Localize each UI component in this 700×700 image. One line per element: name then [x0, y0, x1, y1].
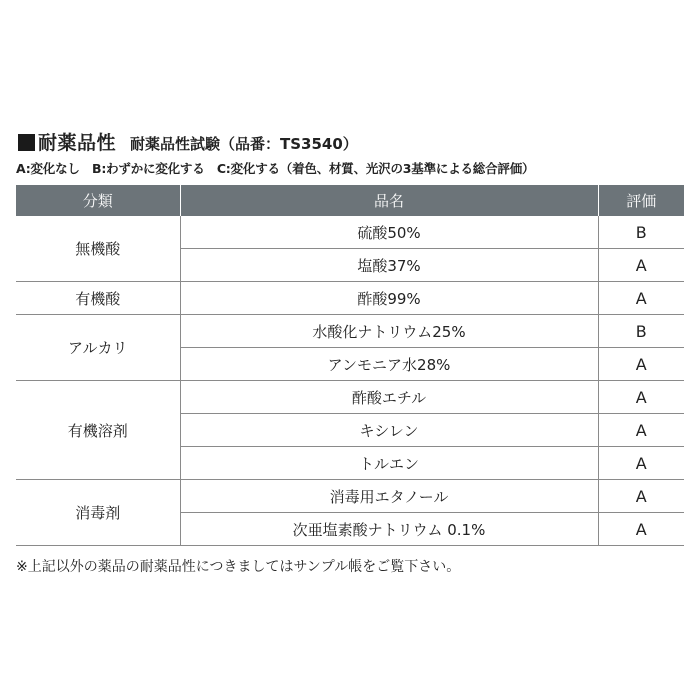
table-row: [16, 216, 684, 249]
product-name-cell: 消毒用エタノール: [180, 480, 598, 513]
rating-cell: A: [598, 348, 684, 381]
category-cell: アルカリ: [16, 315, 180, 381]
category-cell: 消毒剤: [16, 480, 180, 546]
header-category: 分類: [16, 185, 180, 216]
product-name-cell: 酢酸99%: [180, 282, 598, 315]
product-name-cell: アンモニア水28%: [180, 348, 598, 381]
page-title-row: [18, 128, 358, 155]
rating-cell: A: [598, 282, 684, 315]
product-name-cell: 水酸化ナトリウム25%: [180, 315, 598, 348]
rating-cell: B: [598, 315, 684, 348]
product-name-cell: 酢酸エチル: [180, 381, 598, 414]
rating-cell: A: [598, 480, 684, 513]
footnote: ※上記以外の薬品の耐薬品性につきましてはサンプル帳をご覧下さい。: [16, 559, 461, 575]
header-product-name: 品名: [180, 185, 598, 216]
category-cell: 有機酸: [16, 282, 180, 315]
page-subtitle: 耐薬品性試験（品番：TS3540）: [130, 135, 358, 153]
table-row: [16, 282, 684, 315]
page-title: 耐薬品性: [38, 132, 117, 154]
rating-cell: A: [598, 249, 684, 282]
category-cell: 有機溶剤: [16, 381, 180, 480]
table-row: [16, 480, 684, 513]
table-row: [16, 381, 684, 414]
product-name-cell: 次亜塩素酸ナトリウム 0.1%: [180, 513, 598, 546]
header-rating: 評価: [598, 185, 684, 216]
rating-cell: A: [598, 381, 684, 414]
product-name-cell: 塩酸37%: [180, 249, 598, 282]
rating-cell: B: [598, 216, 684, 249]
rating-cell: A: [598, 447, 684, 480]
square-bullet-icon: [18, 134, 35, 151]
chemical-resistance-table: [16, 185, 684, 546]
product-name-cell: 硫酸50%: [180, 216, 598, 249]
product-name-cell: トルエン: [180, 447, 598, 480]
table-row: [16, 315, 684, 348]
product-name-cell: キシレン: [180, 414, 598, 447]
rating-cell: A: [598, 513, 684, 546]
rating-legend: A:変化なし B:わずかに変化する C:変化する（着色、材質、光沢の3基準による総合評価）: [16, 161, 535, 176]
rating-cell: A: [598, 414, 684, 447]
table-header-row: [16, 185, 684, 216]
category-cell: 無機酸: [16, 216, 180, 282]
